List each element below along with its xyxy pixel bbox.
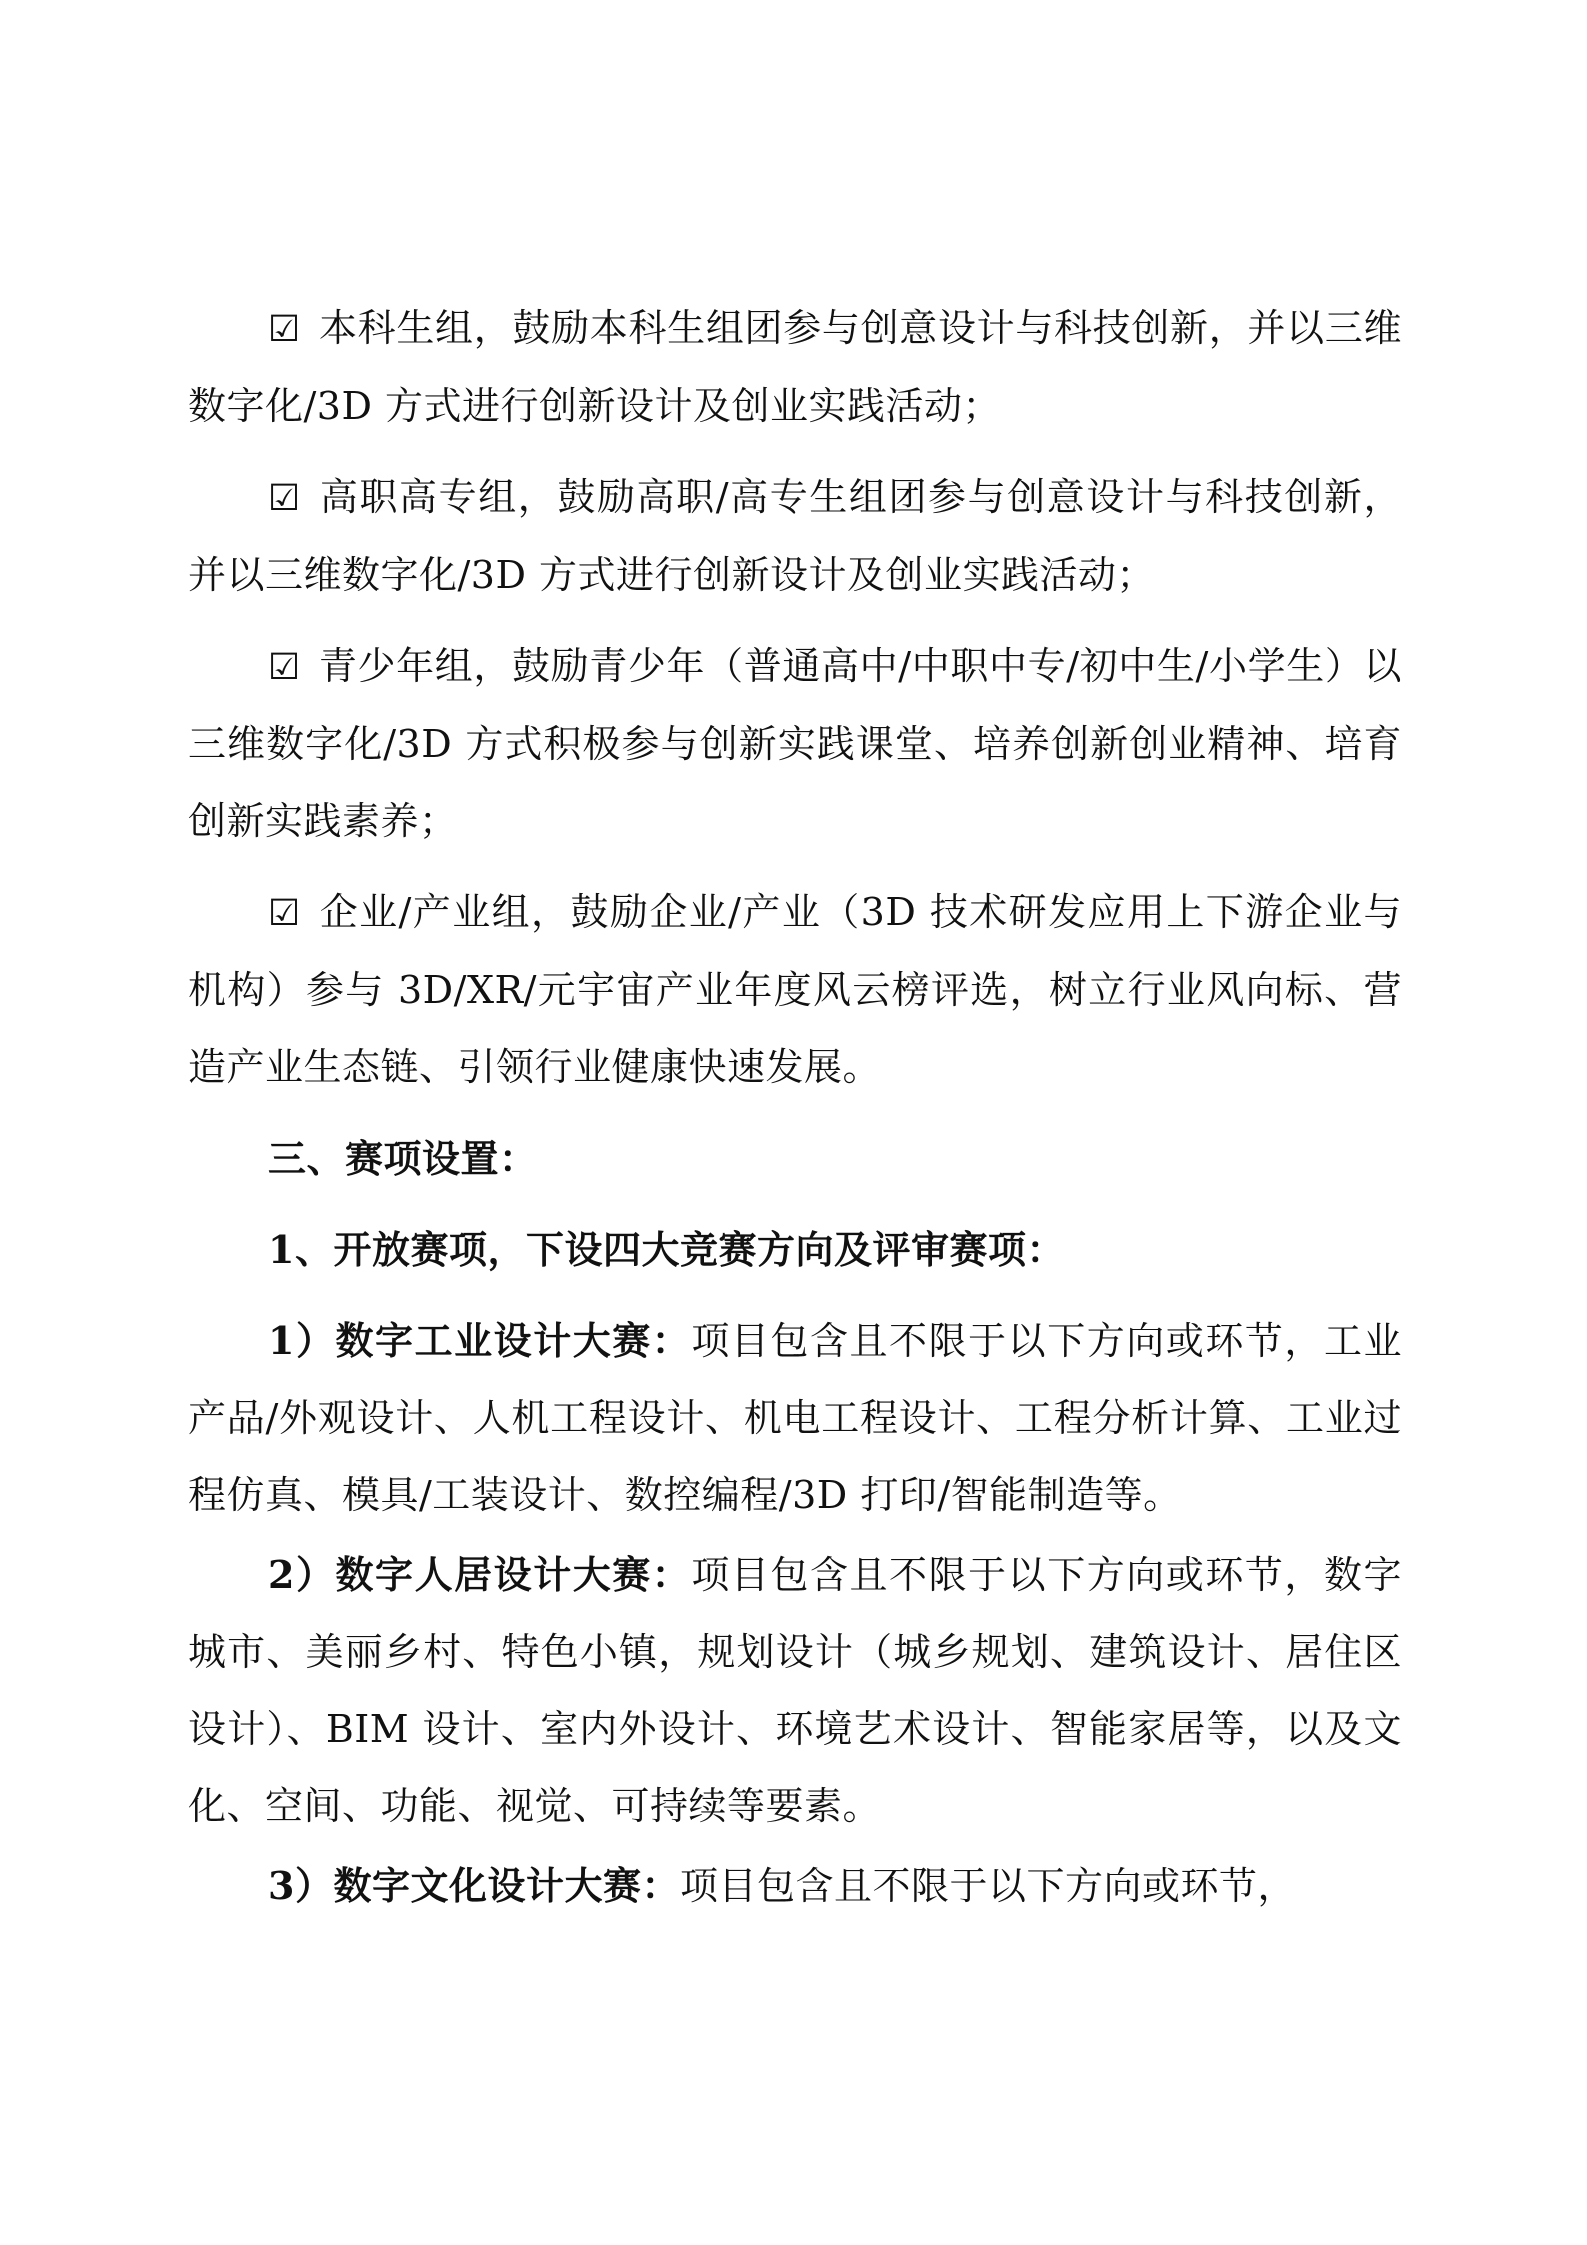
competition-item-title: 2）数字人居设计大赛：: [268, 1552, 692, 1597]
competition-item-title: 3）数字文化设计大赛：: [268, 1863, 680, 1908]
checkbox-checked-icon: ☑: [268, 893, 301, 934]
competition-item-industrial: [188, 1302, 1402, 1534]
checklist-item-text: 企业/产业组，鼓励企业/产业（3D 技术研发应用上下游企业与机构）参与 3D/XR/元宇宙产业年度风云榜评选，树立行业风向标、营造产业生态链、引领行业健康快速发展。: [188, 890, 1402, 1089]
checklist-item-youth: [188, 628, 1402, 860]
competition-item-habitat: [188, 1536, 1402, 1845]
checklist-item-vocational: [188, 459, 1402, 614]
checklist-item-text: 青少年组，鼓励青少年（普通高中/中职中专/初中生/小学生）以三维数字化/3D 方式积极参与创新实践课堂、培养创新创业精神、培育创新实践素养；: [188, 644, 1402, 843]
checkbox-checked-icon: ☑: [268, 647, 301, 688]
checklist-item-text: 高职高专组，鼓励高职/高专生组团参与创意设计与科技创新，并以三维数字化/3D 方式进行创新设计及创业实践活动；: [188, 475, 1402, 597]
competition-item-culture: [188, 1847, 1402, 1925]
document-body: [188, 290, 1402, 1927]
competition-item-text: 项目包含且不限于以下方向或环节，数字城市、美丽乡村、特色小镇，规划设计（城乡规划、建筑设计、居住区设计）、BIM 设计、室内外设计、环境艺术设计、智能家居等，以及文化、空间、功能、视觉、可持续等要素。: [188, 1553, 1402, 1828]
checkbox-checked-icon: ☑: [268, 478, 301, 519]
checkbox-checked-icon: ☑: [268, 309, 301, 350]
competition-item-text: 项目包含且不限于以下方向或环节，: [679, 1864, 1296, 1908]
competition-item-title: 1）数字工业设计大赛：: [268, 1318, 692, 1363]
checklist-item-enterprise: [188, 874, 1402, 1106]
checklist-item-undergraduate: [188, 290, 1402, 445]
competition-item-text: 项目包含且不限于以下方向或环节，工业产品/外观设计、人机工程设计、机电工程设计、工程分析计算、工业过程仿真、模具/工装设计、数控编程/3D 打印/智能制造等。: [188, 1319, 1402, 1517]
section-heading: 三、赛项设置：: [268, 1136, 538, 1181]
checklist-item-text: 本科生组，鼓励本科生组团参与创意设计与科技创新，并以三维数字化/3D 方式进行创新设计及创业实践活动；: [188, 306, 1402, 428]
subsection-heading: 1、开放赛项，下设四大竞赛方向及评审赛项：: [268, 1227, 1065, 1272]
